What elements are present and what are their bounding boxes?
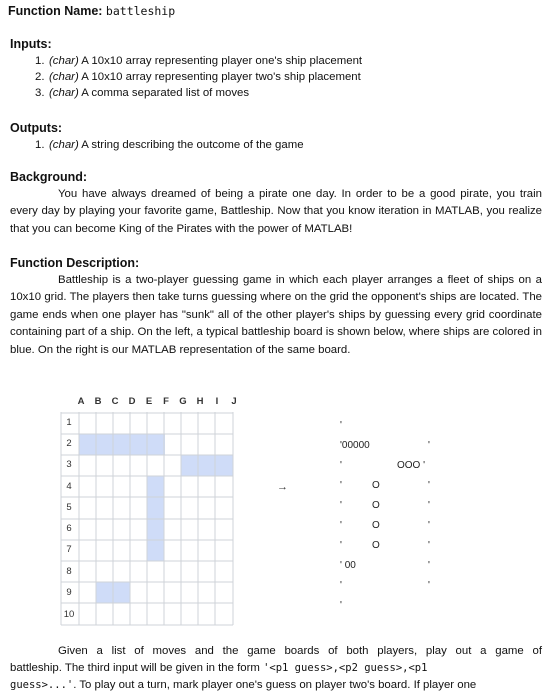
final-line-3-text: . To play out a turn, mark player one's guess on player two's board. If player one xyxy=(73,679,477,691)
input-item-type: (char) xyxy=(49,87,79,99)
function-name-label: Function Name: xyxy=(8,4,106,18)
row-label: 5 xyxy=(66,502,72,513)
input-item-3 xyxy=(35,87,249,99)
row-label: 10 xyxy=(63,609,75,620)
input-item-number: 3. xyxy=(35,87,45,99)
function-name-line xyxy=(8,4,175,18)
matlab-row: ' xyxy=(340,540,342,551)
row-label: 3 xyxy=(66,459,72,470)
row-label: 9 xyxy=(66,587,72,598)
input-item-1 xyxy=(35,55,362,67)
column-label: A xyxy=(77,396,85,407)
matlab-ship-cell: O xyxy=(372,520,380,531)
column-label: E xyxy=(145,396,153,407)
description-heading: Function Description: xyxy=(10,256,140,270)
matlab-row: ' xyxy=(340,420,342,431)
function-name-value: battleship xyxy=(105,4,176,18)
inputs-heading: Inputs: xyxy=(10,37,52,51)
background-heading: Background: xyxy=(10,170,88,184)
column-label: I xyxy=(215,396,219,407)
input-item-text: A comma separated list of moves xyxy=(78,87,250,99)
column-label: G xyxy=(179,396,187,407)
final-line-3-code: guess>...' xyxy=(10,679,74,691)
column-label: D xyxy=(128,396,136,407)
matlab-row: ' xyxy=(340,500,342,511)
matlab-ship-cell: O xyxy=(372,540,380,551)
matlab-row: ' xyxy=(340,520,342,531)
matlab-row: ' xyxy=(340,580,342,591)
input-item-number: 2. xyxy=(35,71,45,83)
row-label: 8 xyxy=(66,566,72,577)
input-item-text: A 10x10 array representing player one's ship placement xyxy=(78,55,363,67)
final-line-1: Given a list of moves and the game boards of both players, play out a game of xyxy=(58,645,542,657)
description-paragraph: Battleship is a two-player guessing game in which each player arranges a fleet of ships on a 10x10 grid. The players then take turns guessing where on the grid the opponent's ships are located. The game ends when one player has "sunk" all of the other player's ships by guessing every grid coordinate containing part of a ship. On the left, a typical battleship board is shown below, where ships are colored in blue. On the right is our MATLAB representation of the same board. xyxy=(10,274,542,356)
row-label: 1 xyxy=(66,417,72,428)
column-label: H xyxy=(196,396,204,407)
matlab-row-end: ' xyxy=(428,560,430,571)
row-label: 4 xyxy=(66,481,72,492)
matlab-row-end: ' xyxy=(428,520,430,531)
matlab-row-end: ' xyxy=(428,440,430,451)
matlab-ship-cell: O xyxy=(372,500,380,511)
final-line-2 xyxy=(10,662,542,674)
output-item-text: A string describing the outcome of the game xyxy=(78,139,304,151)
matlab-row: ' xyxy=(340,460,342,471)
output-item-type: (char) xyxy=(49,139,79,151)
matlab-row-end: ' xyxy=(428,500,430,511)
column-label: C xyxy=(111,396,119,407)
matlab-ship-cell: O xyxy=(372,480,380,491)
background-paragraph: You have always dreamed of being a pirate one day. In order to be a good pirate, you train every day by playing your favorite game, Battleship. Now that you know iteration in MATLAB, you realize that you can become King of the Pirates with the power of MATLAB! xyxy=(10,188,542,235)
matlab-row: ' 00 xyxy=(340,560,356,571)
matlab-row: '00000 xyxy=(340,440,370,451)
input-item-type: (char) xyxy=(49,71,79,83)
column-label: F xyxy=(163,396,169,407)
outputs-heading: Outputs: xyxy=(10,121,63,135)
input-item-type: (char) xyxy=(49,55,79,67)
final-line-2-text: battleship. The third input will be given in the form xyxy=(10,662,264,674)
matlab-row-end: ' xyxy=(428,580,430,591)
matlab-row3-ships: OOO ' xyxy=(397,460,426,471)
input-item-text: A 10x10 array representing player two's ship placement xyxy=(78,71,361,83)
row-label: 2 xyxy=(66,438,72,449)
row-label: 6 xyxy=(66,523,72,534)
matlab-row: ' xyxy=(340,480,342,491)
matlab-row-end: ' xyxy=(428,540,430,551)
input-item-number: 1. xyxy=(35,55,45,67)
final-line-2-code: '<p1 guess>,<p2 guess>,<p1 xyxy=(263,662,428,674)
board-grid xyxy=(60,412,236,626)
arrow-icon: → xyxy=(277,481,288,493)
column-label: J xyxy=(231,396,237,407)
output-item-1 xyxy=(35,139,304,151)
matlab-row: ' xyxy=(340,600,342,611)
row-label: 7 xyxy=(66,544,72,555)
input-item-2 xyxy=(35,71,361,83)
final-line-3 xyxy=(10,679,542,691)
column-label: B xyxy=(94,396,102,407)
matlab-row-end: ' xyxy=(428,480,430,491)
output-item-number: 1. xyxy=(35,139,45,151)
